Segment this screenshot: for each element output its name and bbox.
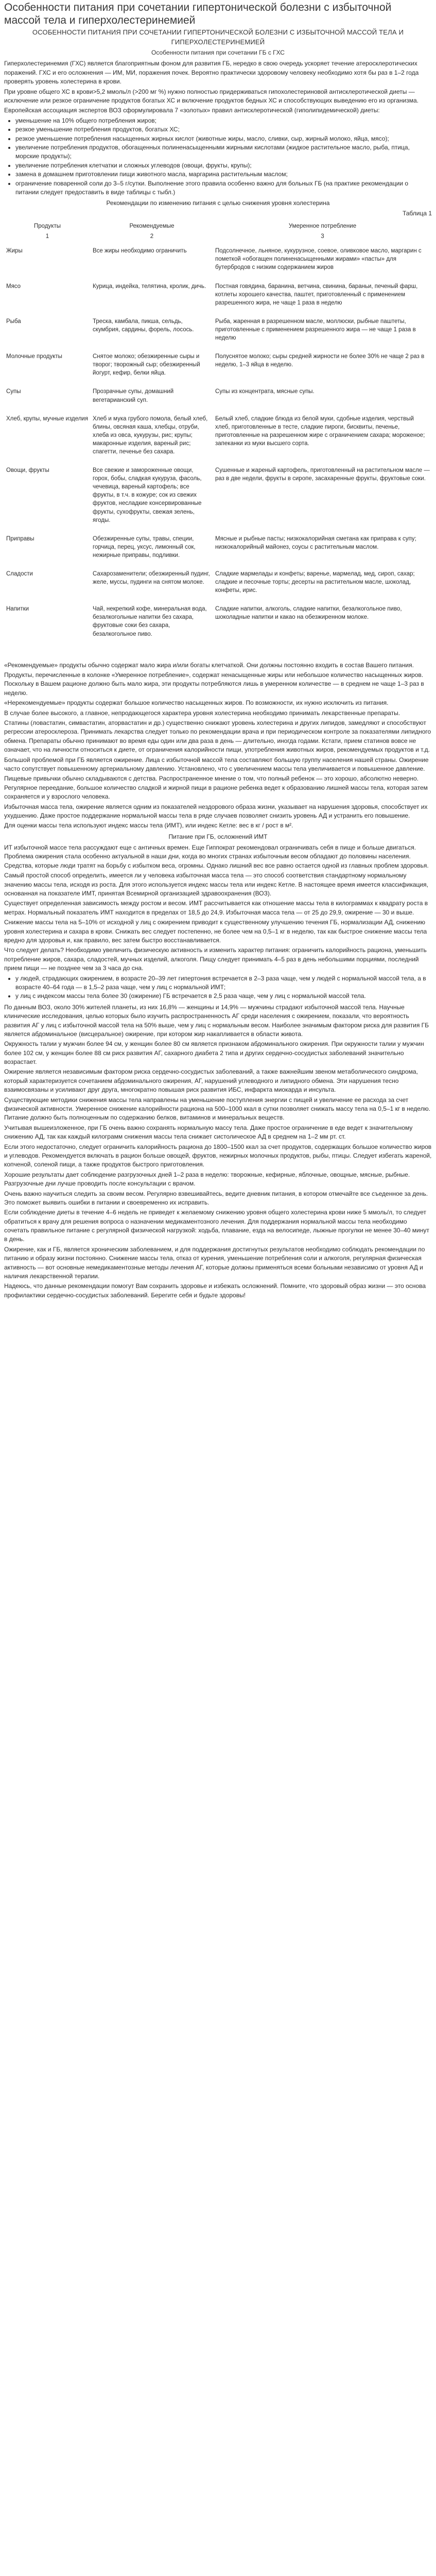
recommended-cell: Курица, индейка, телятина, кролик, дичь. bbox=[93, 283, 206, 290]
moderate-cell: Сладкие мармелады и конфеты; варенье, мармелад, мед, сироп, сахар; сладкие и песочные торты; десерты на растительном масле, шоколад, конфеты, ирис. bbox=[215, 571, 415, 594]
intro-paragraph: Гиперхолестеринемия (ГХС) является благоприятным фоном для развития ГБ, нередко в свою очередь ускоряет течение атеросклеротических поражений. ГХС и его осложнения — ИМ, МИ, поражения почек. Вероятно практически здоровому человеку необходимо хотя бы раз в 1–2 года проверять уровень холестерина в крови. bbox=[4, 60, 419, 86]
recommended-cell: Треска, камбала, пикша, сельдь, скумбрия, сардины, форель, лосось. bbox=[93, 318, 194, 333]
table-header-row bbox=[4, 221, 432, 231]
column-header: Рекомендуемые bbox=[129, 223, 175, 230]
body-paragraph: Ожирение является независимым фактором риска сердечно-сосудистых заболеваний, а также важнейшим звеном метаболического синдрома, который характеризуется сочетанием абдоминального ожирения, АГ, нарушений углеводного и липидного обмена. Эти нарушения тесно взаимосвязаны и усиливают друг друга, многократно повышая риск развития ИБС, инфаркта миокарда и инсульта. bbox=[4, 1068, 418, 1094]
table-number: Таблица 1 bbox=[402, 209, 432, 217]
table-row bbox=[4, 604, 432, 647]
body-paragraph: Существующие методики снижения массы тела направлены на уменьшение поступления энергии с пищей и увеличение ее расхода за счет физической активности. Умеренное снижение калорийности рациона на 500–1000 ккал в сутки позволяет снижать массу тела на 0,5–1 кг в неделю. Питание должно быть полноценным по содержанию белков, витаминов и минеральных веществ. bbox=[4, 1096, 430, 1122]
column-number: 2 bbox=[150, 233, 154, 240]
body-paragraph: Самый простой способ определить, имеется ли у человека избыточная масса тела — это способ соответствия стандартному нормальному значению массы тела, исходя из роста. Для этого используется индекс массы тела или индекс Кетле. В настоящее время имеется классификация, основанная на показателе ИМТ, принятая Всемирной организацией здравоохранения (ВОЗ). bbox=[4, 872, 428, 897]
category-cell: Овощи, фрукты bbox=[6, 467, 49, 474]
moderate-cell: Постная говядина, баранина, ветчина, свинина, бараньи, печеный фарш, котлеты хорошего качества, паштет, приготовленный с применением разрешенного жира, не чаще 1 раза в неделю bbox=[215, 283, 418, 306]
recommended-cell: Обезжиренные супы, травы, специи, горчица, перец, уксус, лимонный сок, нежирные приправы, подливки. bbox=[93, 535, 196, 558]
imt-facts-list bbox=[4, 974, 432, 1001]
diet-table bbox=[4, 221, 432, 648]
recommended-cell: Снятое молоко; обезжиренные сыры и творог; творожный сыр; обезжиренный йогурт, кефир, белки яйца. bbox=[93, 353, 200, 377]
recommended-cell: Сахарозаменители; обезжиренный пудинг, желе, муссы, пудинги на снятом молоке. bbox=[93, 571, 210, 586]
body-paragraph: Большой проблемой при ГБ является ожирение. Лица с избыточной массой тела составляют большую группу населения нашей страны. Ожирение часто сопутствует повышенному артериальному давлению. Установлено, что с увеличением массы тела увеличивается и повышенное давление. bbox=[4, 756, 429, 772]
rule-item: • резкое уменьшение потребления насыщенных жирных кислот (животные жиры, масло, сливки, сыр, жирный молоко, яйца, мясо); bbox=[15, 134, 432, 143]
body-paragraph: Продукты, перечисленные в колонке «Умеренное потребление», содержат ненасыщенные жиры или небольшое количество насыщенных жиров. Поскольку в Вашем рационе должно быть мало жира, эти продукты потребляются лишь в умеренном количестве — в среднем не чаще 1–3 раз в неделю. bbox=[4, 671, 424, 697]
column-header: Умеренное потребление bbox=[288, 223, 357, 230]
recommended-cell: Чай, некрепкий кофе, минеральная вода, безалкогольные напитки без сахара, фруктовые соки без сахара, безалкогольное пиво. bbox=[93, 606, 207, 637]
rule-item: • уменьшение на 10% общего потребления жиров; bbox=[15, 116, 432, 125]
body-paragraph: Ожирение, как и ГБ, является хроническим заболеванием, и для поддержания достигнутых результатов необходимо соблюдать рекомендации по питанию и образу жизни постоянно. Снижение массы тела, отказ от курения, уменьшение потребления соли и алкоголя, регулярная физическая активность — вот основные немедикаментозные методы лечения АГ, которые должны применяться всеми больными независимо от уровня АД и наличия лекарственной терапии. bbox=[4, 1245, 425, 1280]
moderate-cell: Полуснятое молоко; сыры средней жирности не более 30% не чаще 2 раз в неделю, 1–3 яйца в неделю. bbox=[215, 353, 425, 368]
table-row bbox=[4, 414, 432, 465]
golden-rules-list bbox=[4, 116, 432, 197]
moderate-cell: Сладкие напитки, алкоголь, сладкие напитки, безалкогольное пиво, шоколадные напитки и какао на обезжиренном молоке. bbox=[215, 606, 402, 621]
body-paragraph: Учитывая вышеизложенное, при ГБ очень важно сохранять нормальную массу тела. Даже простое ограничение в еде ведет к значительному снижению АД, так как каждый килограмм снижения массы тела снижает систолическое АД в среднем на 1–2 мм рт. ст. bbox=[4, 1124, 413, 1141]
moderate-cell: Сушенные и жареный картофель, приготовленный на растительном масле — раз в две недели, фрукты в сиропе, засахаренные фрукты, фруктовые соки. bbox=[215, 467, 430, 482]
recommended-cell: Все свежие и замороженные овощи, горох, бобы, сладкая кукуруза, фасоль, чечевица, вареный картофель; все фрукты, в т.ч. в кожуре; сок из свежих фруктов, несладкие консервированные фрукты, сухофрукты, свежая зелень, ягоды. bbox=[93, 467, 202, 523]
category-cell: Молочные продукты bbox=[6, 353, 62, 360]
moderate-cell: Подсолнечное, льняное, кукурузное, соевое, оливковое масло, маргарин с пометкой «обогащен полиненасыщенными жирами» «пасты» для бутербродов с низким содержанием жиров bbox=[215, 248, 422, 271]
body-paragraph: Существует определенная зависимость между ростом и весом. ИМТ рассчитывается как отношение массы тела в килограммах к квадрату роста в метрах. Нормальный показатель ИМТ находится в пределах от 18,5 до 24,9. Избыточная масса тела — от 25 до 29,9, ожирение — 30 и выше. bbox=[4, 900, 428, 916]
table-row bbox=[4, 351, 432, 386]
table-row bbox=[4, 281, 432, 316]
moderate-cell: Рыба, жаренная в разрешенном масле, моллюски, рыбные паштеты, приготовленные с применением разрешенного жира — не чаще 1 раза в неделю bbox=[215, 318, 416, 342]
body-paragraph: Для оценки массы тела используют индекс массы тела (ИМТ), или индекс Кетле: вес в кг / рост в м². bbox=[4, 822, 293, 829]
rule-item: • увеличение потребления клетчатки и сложных углеводов (овощи, фрукты, крупы); bbox=[15, 161, 432, 170]
body-paragraph: Статины (ловастатин, симвастатин, аторвастатин и др.) существенно снижают уровень холестерина и других липидов, замедляют и способствуют регрессии атеросклероза. Принимать лекарства следует только по рекомендации врача и при периодическом контроле за показателями липидного обмена. Препараты обычно принимают во время еды один или два раза в день — длительно, иногда годами. Кстати, прием статинов вовсе не означает, что на личности относиться к диете, от ограничения калорийности пищи, употребления животных жиров, рекомендуемых продуктов и т.д. bbox=[4, 719, 431, 754]
moderate-cell: Супы из концентрата, мясные супы. bbox=[215, 388, 315, 395]
recommended-cell: Хлеб и мука грубого помола, белый хлеб, блины, овсяная каша, хлебцы, отруби, хлеба из овса, кукурузы, рис; крупы; макаронные изделия, вареный рис; спагетти, печенье без сахара. bbox=[93, 415, 208, 455]
column-number-row bbox=[4, 231, 432, 246]
body-paragraph: Если этого недостаточно, следует ограничить калорийность рациона до 1800–1500 ккал за счет продуктов, содержащих большое количество жиров и углеводов. Рекомендуется включать в рацион больше овощей, фруктов, нежирных молочных продуктов, рыбы, птицы. Следует избегать жареной, копченой, соленой пищи, а также продуктов быстрого приготовления. bbox=[4, 1143, 432, 1168]
category-cell: Мясо bbox=[6, 283, 21, 290]
body-section-1 bbox=[4, 661, 432, 831]
table-row bbox=[4, 316, 432, 351]
category-cell: Жиры bbox=[6, 248, 23, 255]
body-section-3 bbox=[4, 1003, 432, 1300]
page-title: Особенности питания при сочетании гипертонической болезни с избыточной массой тела и гиперхолестеринемией bbox=[4, 2, 392, 27]
category-cell: Приправы bbox=[6, 535, 34, 542]
body-paragraph: Очень важно научиться следить за своим весом. Регулярно взвешивайтесь, ведите дневник питания, в котором отмечайте все съеденное за день. Это поможет выявить ошибки в питании и своевременно их исправить. bbox=[4, 1190, 428, 1206]
body-paragraph: Снижение массы тела на 5–10% от исходной у лиц с ожирением приводит к существенному улучшению течения ГБ, нормализации АД, снижению уровня холестерина и сахара в крови. Снижать вес следует постепенно, не более чем на 0,5–1 кг в неделю, так как быстрое снижение массы тела вредно для здоровья и, как правило, вес затем быстро восстанавливается. bbox=[4, 919, 427, 944]
body-paragraph: По данным ВОЗ, около 30% жителей планеты, из них 16,8% — женщины и 14,9% — мужчины страдают избыточной массой тела. Научные клинические исследования, целью которых было изучить распространенность АГ среди населения с ожирением, показали, что вероятность развития АГ у лиц с избыточной массой тела на 50% выше, чем у лиц с нормальным весом. Наиболее значимым фактором риска для развития ГБ является абдоминальное (висцеральное) ожирение, при котором жир накапливается в области живота. bbox=[4, 1003, 429, 1038]
recommended-cell: Прозрачные супы, домашний вегетарианский суп. bbox=[93, 388, 174, 403]
column-header: Продукты bbox=[34, 223, 61, 230]
body-paragraph: «Рекомендуемые» продукты обычно содержат мало жира и/или богаты клетчаткой. Они должны постоянно входить в состав Вашего питания. bbox=[4, 661, 414, 669]
intro-section bbox=[4, 59, 432, 115]
body-paragraph: Что следует делать? Необходимо увеличить физическую активность и изменить характер питания: ограничить калорийность рациона, уменьшить потребление жиров, сахара, сладостей, мучных изделий, алкоголя. Пищу следует принимать 4–5 раз в день небольшими порциями, последний прием пищи — не позднее чем за 3 часа до сна. bbox=[4, 946, 427, 972]
table-row bbox=[4, 569, 432, 604]
fact-item: • у лиц с индексом массы тела более 30 (ожирение) ГБ встречается в 2,5 раза чаще, чем у лиц с нормальной массой тела. bbox=[15, 992, 432, 1001]
moderate-cell: Белый хлеб, сладкие блюда из белой муки, сдобные изделия, черствый хлеб, приготовленные в тесте, сладкие пироги, бисквиты, печенье, приготовленные на разрешенном жире с ограничением сахара; мороженое; запеканки из муки высшего сорта. bbox=[215, 415, 425, 447]
category-cell: Супы bbox=[6, 388, 21, 395]
column-number: 1 bbox=[45, 233, 49, 240]
body-paragraph: ИТ избыточной массе тела рассуждают еще с античных времен. Еще Гиппократ рекомендовал ограничивать себя в пище и больше двигаться. Проблема ожирения стала особенно актуальной в наши дни, когда во многих странах избыточным весом обладают до половины населения. Средства, которые люди тратят на борьбу с избытком веса, огромны. Однако лишний вес все равно остается одной из главных проблем здоровья. bbox=[4, 844, 429, 869]
category-cell: Рыба bbox=[6, 318, 21, 325]
body-paragraph: Пищевые привычки обычно складываются с детства. Распространенное мнение о том, что полный ребенок — это хорошо, абсолютно неверно. Регулярное переедание, большое количество сладкой и жирной пищи в рационе ребенка ведет к образованию лишней массы тела, которая затем сохраняется и у взрослого человека. bbox=[4, 775, 428, 801]
subtitle-small: Особенности питания при сочетании ГБ с ГХС bbox=[151, 49, 285, 57]
body-paragraph: Избыточная масса тела, ожирение является одним из показателей нездорового образа жизни, указывает на нарушения здоровья, способствует их ухудшению. Даже простое поддержание нормальной массы тела в ряде случаев позволяет снизить уровень АД и устранить его повышение. bbox=[4, 803, 428, 819]
section-caption: Питание при ГБ, осложнений ИМТ bbox=[168, 833, 268, 840]
category-cell: Сладости bbox=[6, 571, 33, 577]
table-row bbox=[4, 534, 432, 569]
rule-item: • замена в домашнем приготовлении пищи животного масла, маргарина растительным маслом; bbox=[15, 170, 432, 179]
table-row bbox=[4, 386, 432, 413]
moderate-cell: Мясные и рыбные пасты; низкокалорийная сметана как приправа к супу; низкокалорийный майонез, соусы с растительным маслом. bbox=[215, 535, 416, 550]
body-paragraph: Если соблюдение диеты в течение 4–6 недель не приведет к желаемому снижению уровня общего холестерина крови ниже 5 ммоль/л, то следует обратиться к врачу для решения вопроса о назначении медикаментозного лечения. Для поддержания нормальной массы тела необходимо сочетать правильное питание с регулярной физической нагрузкой: ходьба, плавание, езда на велосипеде, лыжные прогулки не менее 30–40 минут в день. bbox=[4, 1209, 429, 1243]
rule-item: • увеличение потребления продуктов, обогащенных полиненасыщенными жирными кислотами (жидкое растительное масло, рыба, птица, морские продукты); bbox=[15, 143, 432, 161]
rule-item: • ограничение поваренной соли до 3–5 г/сутки. Выполнение этого правила особенно важно для больных ГБ (на практике рекомендации о питании следует предоставить в виде таблицы с тыбл.) bbox=[15, 179, 432, 197]
table-row bbox=[4, 246, 432, 281]
category-cell: Хлеб, крупы, мучные изделия bbox=[6, 415, 89, 422]
column-number: 3 bbox=[321, 233, 324, 240]
subtitle-caps: ОСОБЕННОСТИ ПИТАНИЯ ПРИ СОЧЕТАНИИ ГИПЕРТОНИЧЕСКОЙ БОЛЕЗНИ С ИЗБЫТОЧНОЙ МАССОЙ ТЕЛА И ГИПЕРХОЛЕСТЕРИНЕМИЕЙ bbox=[32, 28, 404, 46]
body-paragraph: «Нерекомендуемые» продукты содержат большое количество насыщенных жиров. По возможности, их нужно исключить из питания. bbox=[4, 699, 389, 707]
intro-paragraph: При уровне общего ХС в крови>5,2 ммоль/л (>200 мг %) нужно полностью придерживаться гипохолестериновой антисклеротической диеты — исключение или резкое ограничение продуктов богатых ХС и включение продуктов бедных ХС и способствующих выведению его из организма. bbox=[4, 88, 418, 105]
table-caption: Рекомендации по изменению питания с целью снижения уровня холестерина bbox=[106, 199, 330, 207]
intro-paragraph: Европейская ассоциация экспертов ВОЗ сформулировала 7 «золотых» правил антисклеротической (гиполипидемической) диеты: bbox=[4, 107, 380, 114]
body-paragraph: Хорошие результаты дает соблюдение разгрузочных дней 1–2 раза в неделю: творожные, кефирные, яблочные, овощные, мясные, рыбные. Разгрузочные дни лучше проводить после консультации с врачом. bbox=[4, 1171, 410, 1188]
rule-item: • резкое уменьшение потребления продуктов, богатых ХС; bbox=[15, 125, 432, 134]
recommended-cell: Все жиры необходимо ограничить bbox=[93, 248, 187, 255]
body-paragraph: Окружность талии у мужчин более 94 см, у женщин более 80 см является признаком абдоминального ожирения. При окружности талии у мужчин более 102 см, у женщин более 88 см риск развития АГ, сахарного диабета 2 типа и других сердечно-сосудистых заболеваний значительно возрастает. bbox=[4, 1040, 424, 1066]
body-section-2 bbox=[4, 843, 432, 973]
fact-item: • у людей, страдающих ожирением, в возрасте 20–39 лет гипертония встречается в 2–3 раза чаще, чем у людей с нормальной массой тела, а в возрасте 40–64 года — в 1,5–2 раза чаще, чем у лиц с нормальной ИМТ; bbox=[15, 974, 432, 992]
body-paragraph: В случае более высокого, а главное, непродающегося характера уровня холестерина необходимо принимать лекарственные препараты. bbox=[4, 709, 400, 717]
body-paragraph: Надеюсь, что данные рекомендации помогут Вам сохранить здоровье и избежать осложнений. Помните, что здоровый образ жизни — это основа профилактики сердечно-сосудистых заболеваний. Берегите себя и будьте здоровы! bbox=[4, 1282, 426, 1299]
category-cell: Напитки bbox=[6, 606, 29, 613]
table-row bbox=[4, 465, 432, 534]
